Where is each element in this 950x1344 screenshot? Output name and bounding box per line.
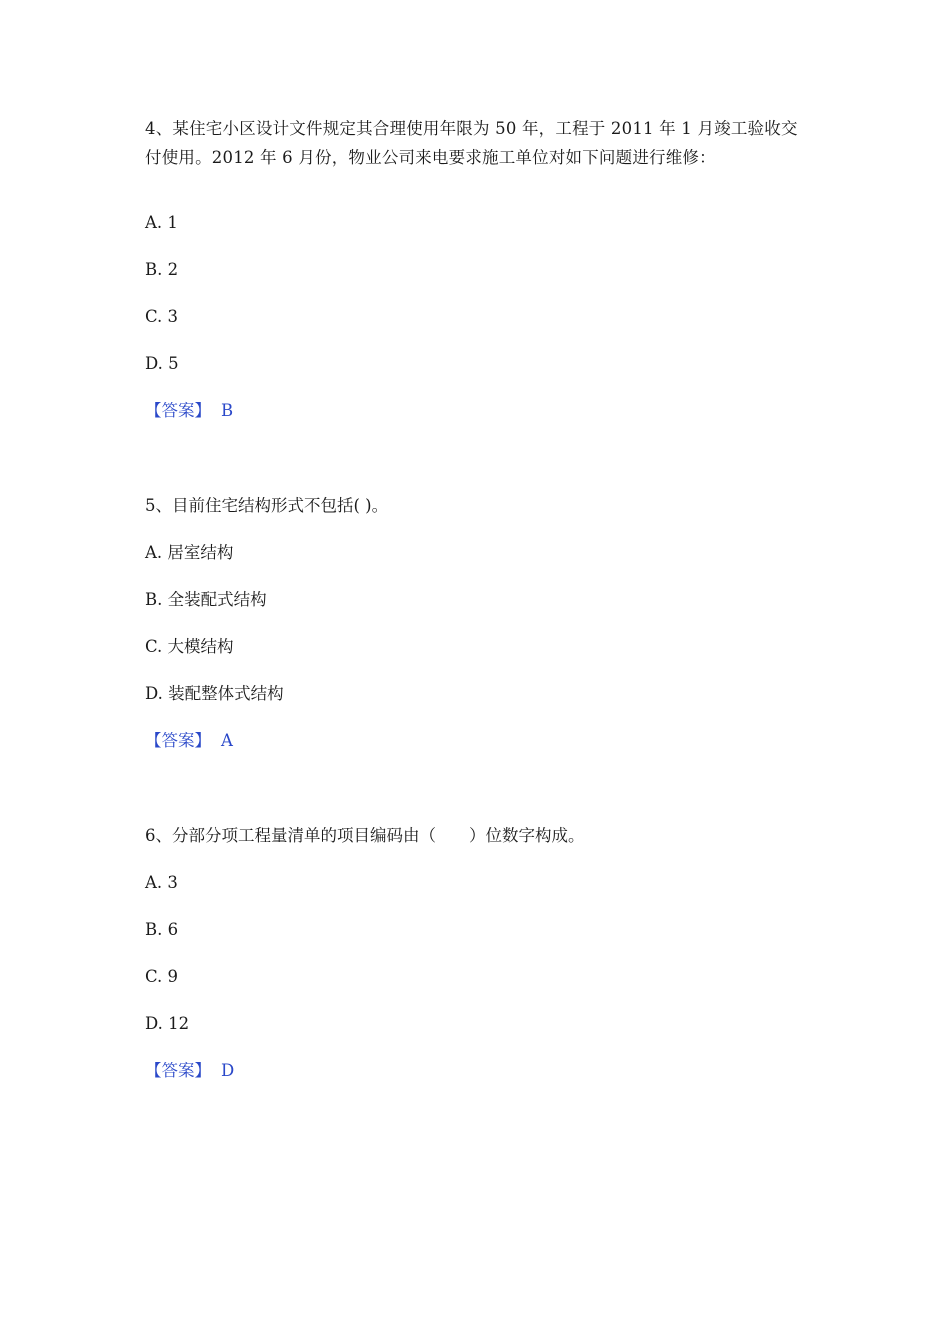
- question-5-stem: 5、目前住宅结构形式不包括( )。: [145, 496, 389, 515]
- question-6-option-c: C. 9: [145, 967, 179, 986]
- answer-value: B: [221, 401, 234, 420]
- answer-value: A: [221, 731, 233, 750]
- answer-value: D: [221, 1061, 235, 1080]
- question-4-option-b: B. 2: [145, 260, 179, 279]
- question-4-stem: 4、某住宅小区设计文件规定其合理使用年限为 50 年，工程于 2011 年 1 月竣工验收交付使用。2012 年 6 月份，物业公司来电要求施工单位对如下问题进行维修：: [145, 119, 798, 167]
- answer-tag: 【答案】: [145, 731, 211, 750]
- question-6-option-a: A. 3: [145, 873, 178, 892]
- question-4-option-c: C. 3: [145, 307, 179, 326]
- question-6-option-b: B. 6: [145, 920, 179, 939]
- question-5-option-d: D. 装配整体式结构: [145, 684, 284, 703]
- answer-tag: 【答案】: [145, 1061, 211, 1080]
- answer-tag: 【答案】: [145, 401, 211, 420]
- question-6-stem: 6、分部分项工程量清单的项目编码由（ ）位数字构成。: [145, 826, 585, 845]
- question-5-option-c: C. 大模结构: [145, 637, 234, 656]
- question-5-option-b: B. 全装配式结构: [145, 590, 267, 609]
- question-4-option-a: A. 1: [145, 213, 178, 232]
- question-4-answer: [145, 401, 233, 421]
- question-5-option-a: A. 居室结构: [145, 543, 234, 562]
- question-6-answer: [145, 1061, 234, 1081]
- question-6-option-d: D. 12: [145, 1014, 190, 1033]
- question-4-option-d: D. 5: [145, 354, 179, 373]
- question-5-answer: [145, 731, 233, 751]
